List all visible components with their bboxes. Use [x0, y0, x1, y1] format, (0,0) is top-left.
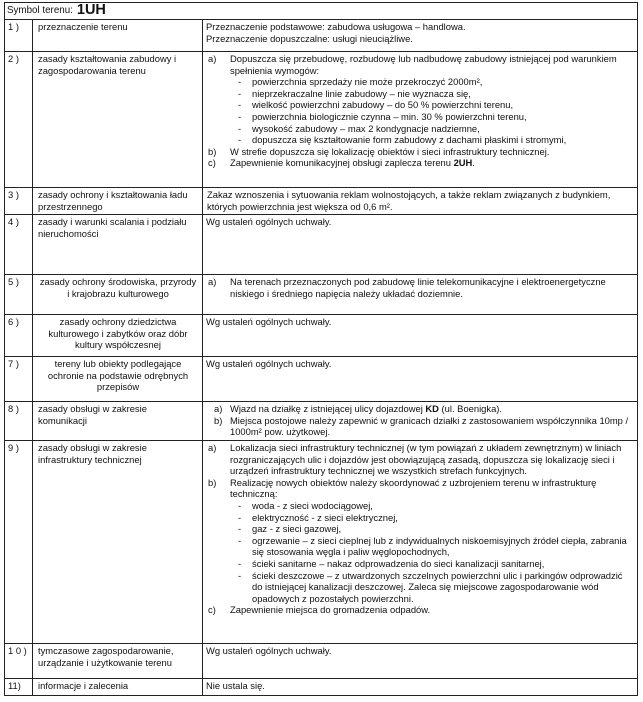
sub-list	[230, 500, 633, 604]
row-number: 11)	[5, 679, 33, 695]
list-item	[206, 146, 633, 158]
row-number: 8 )	[5, 402, 33, 440]
item-text: Zapewnienie miejsca do gromadzenia odpadów.	[230, 604, 431, 616]
sub-item-text: ścieki sanitarne – nakaz odprowadzenia do sieci kanalizacji sanitarnej,	[252, 557, 545, 569]
sub-item-text: ścieki deszczowe – z utwardzonych szczelnych powierzchni ulic i parkingów odprowadzić do istniejącej kanalizacji deszczowej. Zaleca się miejscowe zagospodarowanie wód opadowych z pozostałych powierzchni.	[252, 569, 623, 604]
row-content: Wg ustaleń ogólnych uchwały.	[206, 216, 332, 227]
table-row	[5, 20, 637, 52]
bullet: -	[238, 134, 242, 146]
symbol-header	[5, 3, 637, 20]
sub-list-item	[230, 99, 633, 111]
item-text-part: (ul. Boenigka).	[438, 403, 503, 414]
item-marker: b)	[208, 145, 217, 157]
row-number: 2 )	[5, 52, 33, 187]
row-label: przeznaczenie terenu	[33, 20, 203, 51]
sub-list-item	[230, 523, 633, 535]
table-row	[5, 188, 637, 215]
list-item	[206, 604, 633, 616]
row-label: zasady ochrony środowiska, przyrody i krajobrazu kulturowego	[33, 275, 203, 314]
item-text	[230, 157, 633, 169]
item-text-part: Zapewnienie komunikacyjnej obsługi zaplecza terenu	[230, 157, 454, 169]
row-label: zasady ochrony i kształtowania ładu przestrzennego	[33, 188, 203, 214]
table-row	[5, 215, 637, 275]
item-text-part: .	[472, 157, 475, 169]
sub-item-text: wielkość powierzchni zabudowy – do 50 % powierzchni terenu,	[252, 99, 514, 111]
item-text: Miejsca postojowe należy zapewnić w granicach działki z zastosowaniem współczynnika 10mp / 1000m² pow. użytkowej.	[230, 414, 629, 438]
symbol-label: Symbol terenu:	[7, 5, 73, 17]
row-number: 3 )	[5, 188, 33, 214]
item-text-part: Wjazd na działkę z istniejącej ulicy dojazdowej	[230, 403, 426, 414]
item-text: Na terenach przeznaczonych pod zabudowę linie telekomunikacyjne i elektroenergetyczne niskiego i średniego napięcia należy układać doziemnie.	[230, 276, 606, 299]
sub-list	[230, 76, 633, 146]
row-number: 1 0 )	[5, 644, 33, 678]
sub-list-item	[230, 570, 633, 605]
bullet: -	[238, 76, 242, 88]
row-content	[203, 275, 637, 314]
sub-list-item	[230, 76, 633, 88]
sub-list-item	[230, 512, 633, 524]
item-text: Lokalizacja sieci infrastruktury technicznej (w tym powiązań z układem zewnętrznym) w liniach rozgraniczających ulic i dojazdów jest obowiązującą zasadą, dopuszcza się lokalizację sieci i urządzeń infrastruktury technicznej we wszystkich strefach funkcyjnych.	[230, 442, 622, 477]
table-row	[5, 402, 637, 441]
row-label: zasady kształtowania zabudowy i zagospodarowania terenu	[33, 52, 203, 187]
zoning-table	[4, 2, 638, 696]
list-item	[206, 157, 633, 169]
row-number: 7 )	[5, 357, 33, 401]
sub-item-text: gaz - z sieci gazowej,	[252, 523, 342, 535]
sub-list-item	[230, 88, 633, 100]
row-label: zasady obsługi w zakresie komunikacji	[33, 402, 203, 440]
item-marker: a)	[208, 442, 217, 453]
list-item	[206, 53, 633, 76]
bullet: -	[238, 87, 242, 99]
sub-item-text: powierzchnia sprzedaży nie może przekroczyć 2000m²,	[252, 76, 483, 88]
sub-item-text: nieprzekraczalne linie zabudowy – nie wyznacza się,	[252, 87, 471, 99]
item-marker: c)	[208, 604, 216, 616]
row-number: 4 )	[5, 215, 33, 274]
row-number: 6 )	[5, 315, 33, 356]
row-label: informacje i zalecenia	[33, 679, 203, 695]
bullet: -	[238, 523, 242, 535]
sub-item-text: ogrzewanie – z sieci cieplnej lub z indywidualnych niskoemisyjnych źródeł ciepła, zabrania się stosowania węgla i paliw węglopochodnych,	[252, 534, 627, 558]
item-marker: a)	[214, 403, 223, 414]
content-line: Przeznaczenie dopuszczalne: usługi nieuciążliwe.	[206, 32, 413, 44]
list-item	[206, 415, 633, 438]
sub-item-text: dopuszcza się kształtowanie form zabudowy z dachami płaskimi i stromymi,	[252, 134, 567, 146]
table-row	[5, 52, 637, 188]
list-item	[206, 276, 633, 299]
bullet: -	[238, 499, 242, 511]
row-label: zasady obsługi w zakresie infrastruktury technicznej	[33, 441, 203, 643]
row-number: 5 )	[5, 275, 33, 314]
row-content	[203, 52, 637, 187]
sub-item-text: wysokość zabudowy – max 2 kondygnacje nadziemne,	[252, 122, 480, 134]
table-row	[5, 679, 637, 695]
item-text: Dopuszcza się przebudowę, rozbudowę lub nadbudowę zabudowy istniejącej pod warunkiem spełnienia wymogów:	[230, 53, 617, 76]
table-row	[5, 275, 637, 315]
bullet: -	[238, 511, 242, 523]
table-row	[5, 315, 637, 357]
row-content: Wg ustaleń ogólnych uchwały.	[206, 645, 332, 656]
row-content: Wg ustaleń ogólnych uchwały.	[206, 316, 332, 327]
item-marker: a)	[208, 53, 217, 64]
bullet: -	[238, 569, 242, 581]
sub-item-text: powierzchnia biologicznie czynna – min. 30 % powierzchni terenu,	[252, 110, 527, 122]
row-label: tereny lub obiekty podlegające ochronie na podstawie odrębnych przepisów	[33, 357, 203, 401]
item-text: Realizację nowych obiektów należy skoordynować z uzbrojeniem terenu w infrastrukturę techniczną:	[230, 476, 597, 500]
item-text-code: KD	[425, 403, 439, 414]
bullet: -	[238, 99, 242, 111]
row-number: 9 )	[5, 441, 33, 643]
sub-list-item	[230, 535, 633, 558]
sub-list-item	[230, 134, 633, 146]
sub-item-text: woda - z sieci wodociągowej,	[252, 499, 373, 511]
bullet: -	[238, 110, 242, 122]
row-number: 1 )	[5, 20, 33, 51]
symbol-code: 1UH	[76, 2, 106, 19]
row-content	[203, 441, 637, 643]
row-label: zasady i warunki scalania i podziału nieruchomości	[33, 215, 203, 274]
sub-item-text: elektryczność - z sieci elektrycznej,	[252, 511, 398, 523]
list-item	[206, 442, 633, 477]
bullet: -	[238, 122, 242, 134]
item-marker: b)	[214, 414, 223, 426]
item-marker: b)	[208, 476, 217, 488]
row-content	[203, 20, 637, 51]
bullet: -	[238, 557, 242, 569]
bullet: -	[238, 534, 242, 546]
row-content: Zakaz wznoszenia i sytuowania reklam wolnostojących, a także reklam związanych z budynkiem, których powierzchnia jest większa od 0,6 m².	[207, 189, 611, 212]
content-line: Przeznaczenie podstawowe: zabudowa usługowa – handlowa.	[206, 21, 466, 32]
sub-list-item	[230, 123, 633, 135]
list-item	[206, 403, 633, 415]
sub-list-item	[230, 111, 633, 123]
table-row	[5, 357, 637, 402]
row-content	[203, 402, 637, 440]
item-text-code: 2UH	[453, 157, 473, 169]
sub-list-item	[230, 558, 633, 570]
row-content: Nie ustala się.	[206, 680, 265, 691]
item-text	[230, 403, 633, 415]
list-item	[206, 477, 633, 500]
row-content: Wg ustaleń ogólnych uchwały.	[206, 358, 332, 369]
item-marker: c)	[208, 157, 216, 169]
row-label: tymczasowe zagospodarowanie, urządzanie i użytkowanie terenu	[33, 644, 203, 678]
table-row	[5, 644, 637, 679]
row-label: zasady ochrony dziedzictwa kulturowego i zabytków oraz dóbr kultury współczesnej	[33, 315, 203, 356]
item-text: W strefie dopuszcza się lokalizację obiektów i sieci infrastruktury technicznej.	[230, 145, 550, 157]
sub-list-item	[230, 500, 633, 512]
item-marker: a)	[208, 276, 217, 287]
table-row	[5, 441, 637, 644]
